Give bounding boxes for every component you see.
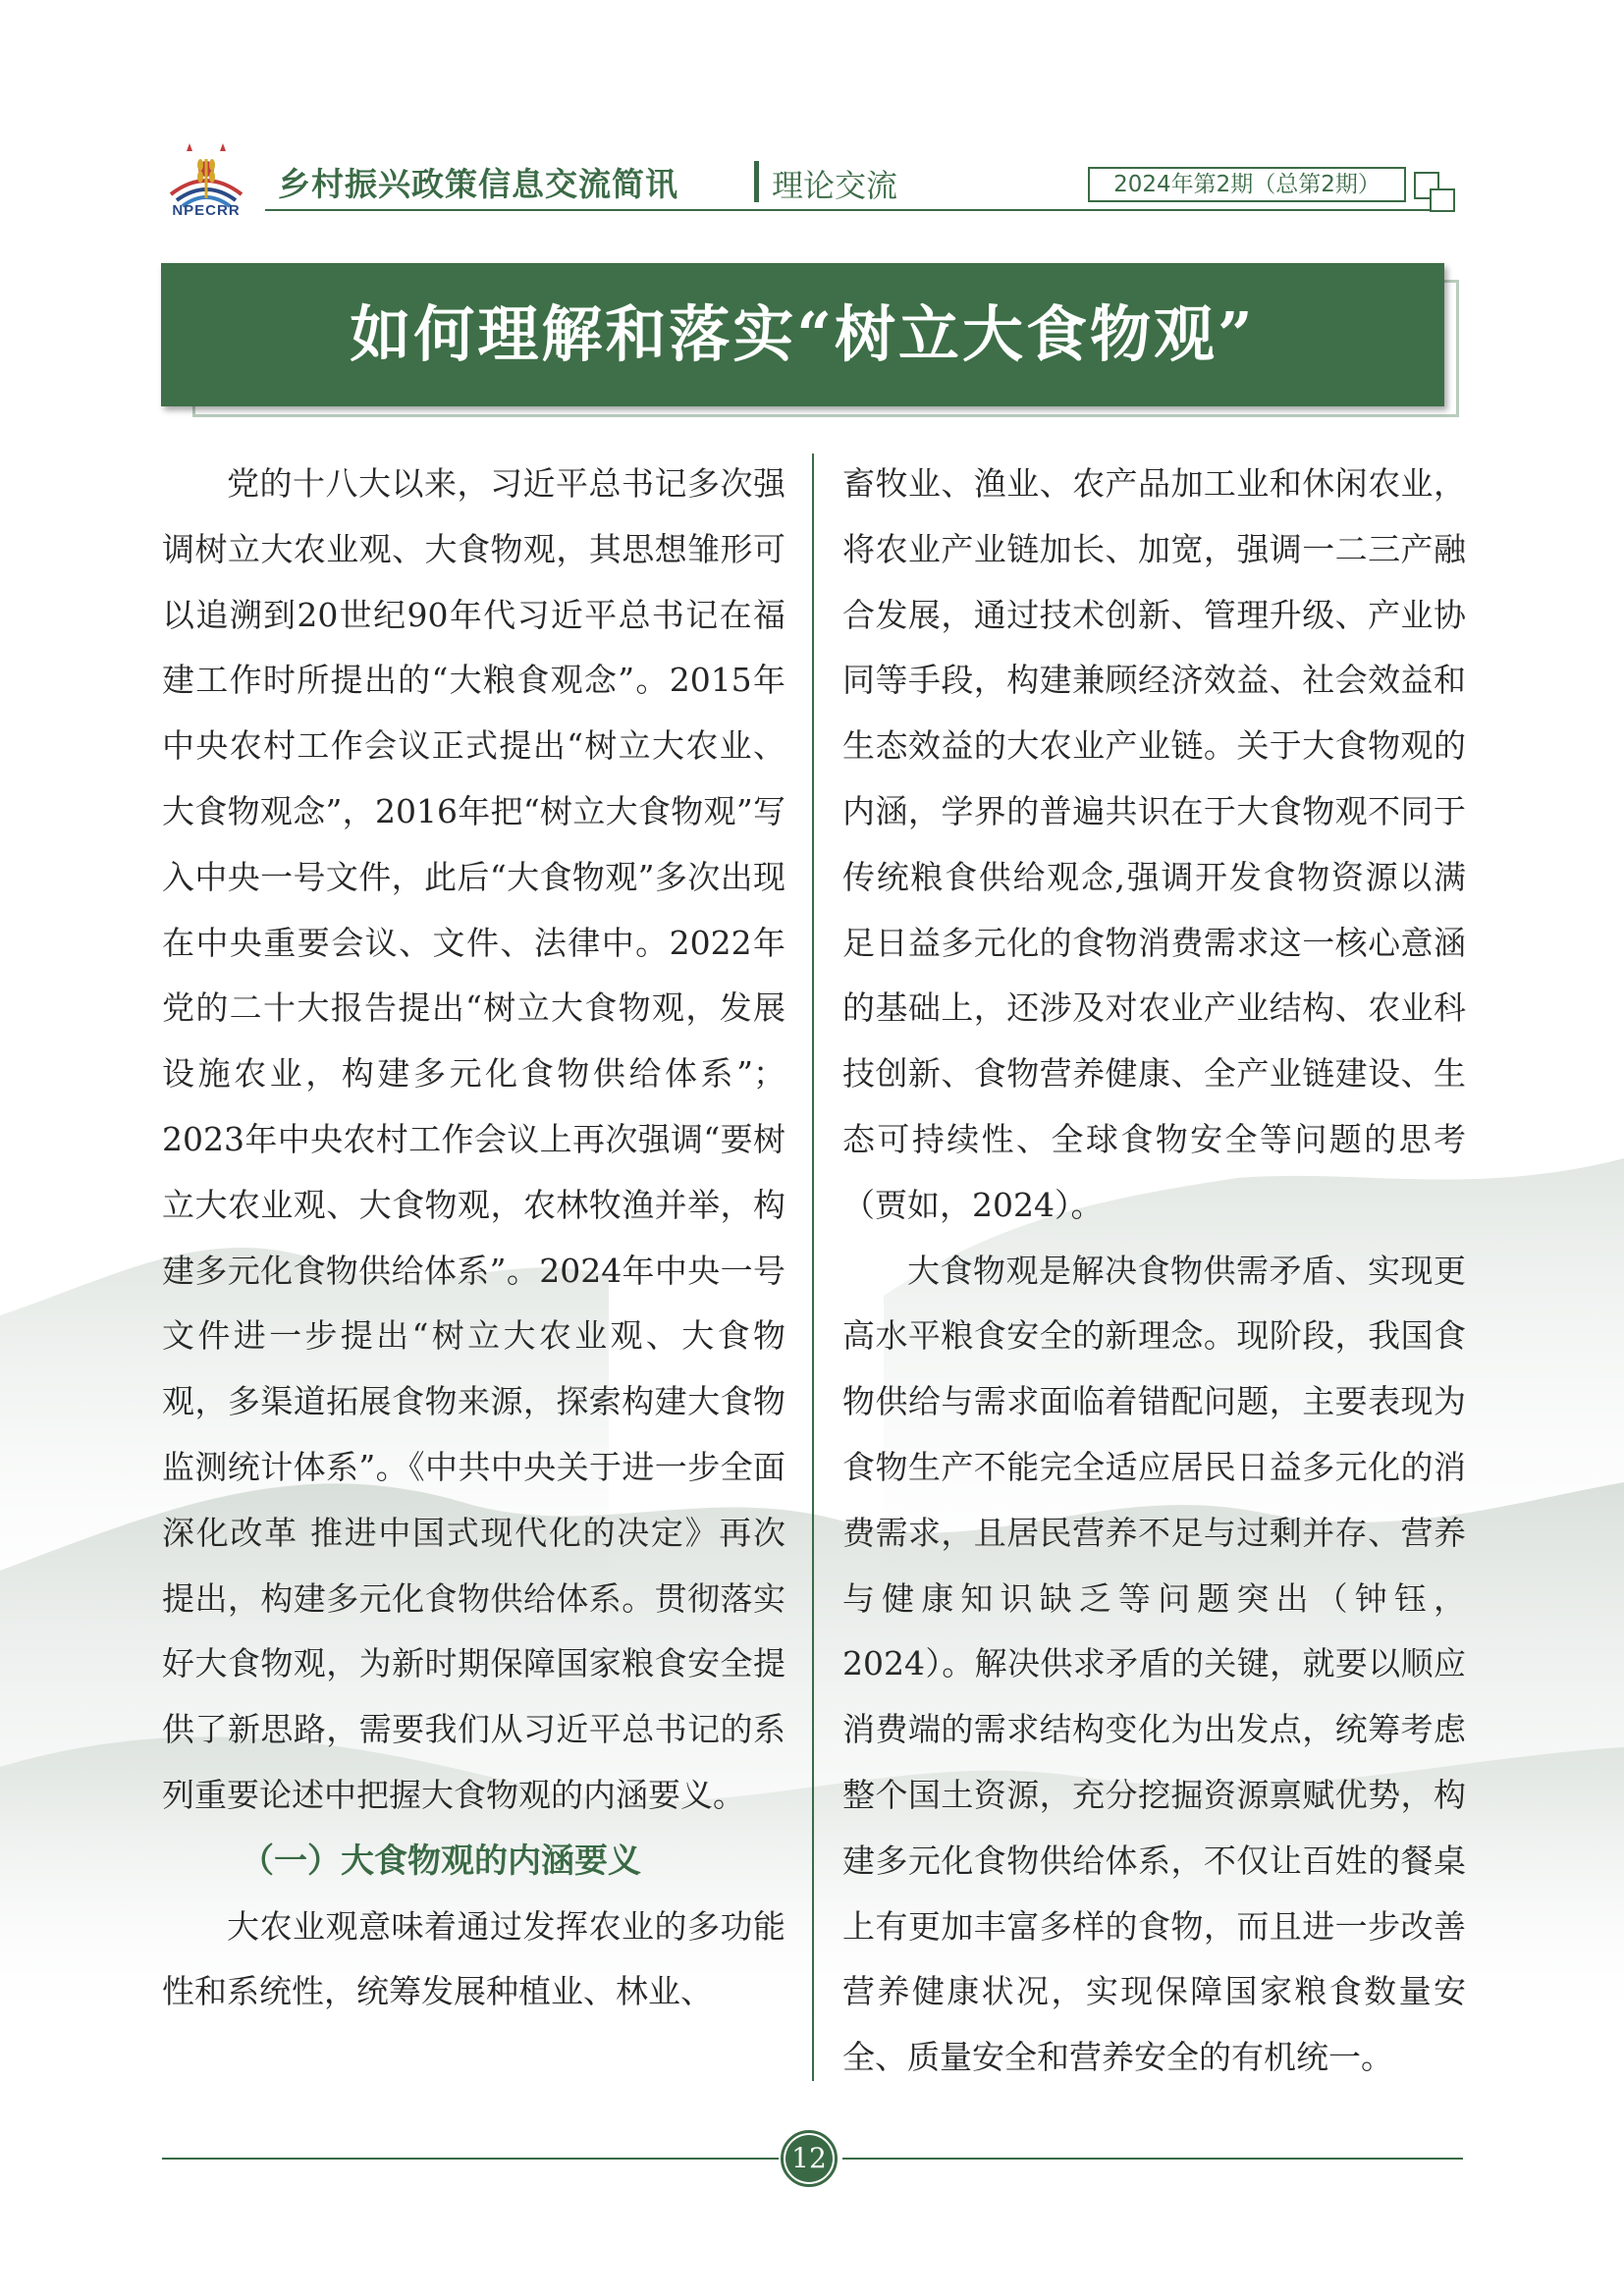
section-label: 理论交流 bbox=[772, 167, 898, 204]
section-heading: （一）大食物观的内涵要义 bbox=[241, 1841, 641, 1881]
publication-title: 乡村振兴政策信息交流简讯 bbox=[278, 165, 678, 203]
paragraph: 畜牧业、渔业、农产品加工业和休闲农业，将农业产业链加长、加宽，强调一二三产融合发展，通过技术创新、管理升级、产业协同等手段，构建兼顾经济效益、社会效益和生态效益的大农业产业链。关于大食物观的内涵，学界的普遍共识在于大食物观不同于传统粮食供给观念,强调开发食物资源以满足日益多元化的食物消费需求这一核心意涵的基础上，还涉及对农业产业结构、农业科技创新、食物营养健康、全产业链建设、生态可持续性、全球食物安全等问题的思考（贾如，2024）。 bbox=[842, 464, 1466, 1224]
header-separator bbox=[754, 161, 759, 202]
footer-rule bbox=[842, 2158, 1463, 2160]
left-column bbox=[162, 452, 785, 2025]
paragraph: 大食物观是解决食物供需矛盾、实现更高水平粮食安全的新理念。现阶段，我国食物供给与需求面临着错配问题，主要表现为食物生产不能完全适应居民日益多元化的消费需求，且居民营养不足与过剩并存、营养与健康知识缺乏等问题突出（钟钰，2024）。解决供求矛盾的关键，就要以顺应消费端的需求结构变化为出发点，统筹考虑整个国土资源，充分挖掘资源禀赋优势，构建多元化食物供给体系，不仅让百姓的餐桌上有更加丰富多样的食物，而且进一步改善营养健康状况，实现保障国家粮食数量安全、质量安全和营养安全的有机统一。 bbox=[842, 1251, 1466, 2077]
article-title: 如何理解和落实“树立大食物观” bbox=[350, 298, 1256, 370]
page-number: 12 bbox=[785, 2135, 833, 2182]
footer-rule bbox=[162, 2158, 779, 2160]
column-divider bbox=[812, 454, 814, 2081]
right-column bbox=[842, 452, 1466, 2091]
header-rule bbox=[265, 209, 1453, 211]
paragraph: 大农业观意味着通过发挥农业的多功能性和系统性，统筹发展种植业、林业、 bbox=[162, 1906, 785, 2011]
issue-badge: 2024年第2期（总第2期） bbox=[1088, 167, 1406, 202]
logo-text: NPECRR bbox=[172, 202, 241, 219]
paragraph: 党的十八大以来，习近平总书记多次强调树立大农业观、大食物观，其思想雏形可以追溯到20世纪90年代习近平总书记在福建工作时所提出的“大粮食观念”。2015年中央农村工作会议正式提出“树立大农业、大食物观念”，2016年把“树立大食物观”写入中央一号文件，此后“大食物观”多次出现在中央重要会议、文件、法律中。2022年党的二十大报告提出“树立大食物观，发展设施农业，构建多元化食物供给体系”；2023年中央农村工作会议上再次强调“要树立大农业观、大食物观，农林牧渔并举，构建多元化食物供给体系”。2024年中央一号文件进一步提出“树立大农业观、大食物观，多渠道拓展食物来源，探索构建大食物监测统计体系”。《中共中央关于进一步全面深化改革 推进中国式现代化的决定》再次提出，构建多元化食物供给体系。贯彻落实好大食物观，为新时期保障国家粮食安全提供了新思路，需要我们从习近平总书记的系列重要论述中把握大食物观的内涵要义。 bbox=[162, 464, 785, 1814]
issue-decoration bbox=[1430, 188, 1455, 212]
